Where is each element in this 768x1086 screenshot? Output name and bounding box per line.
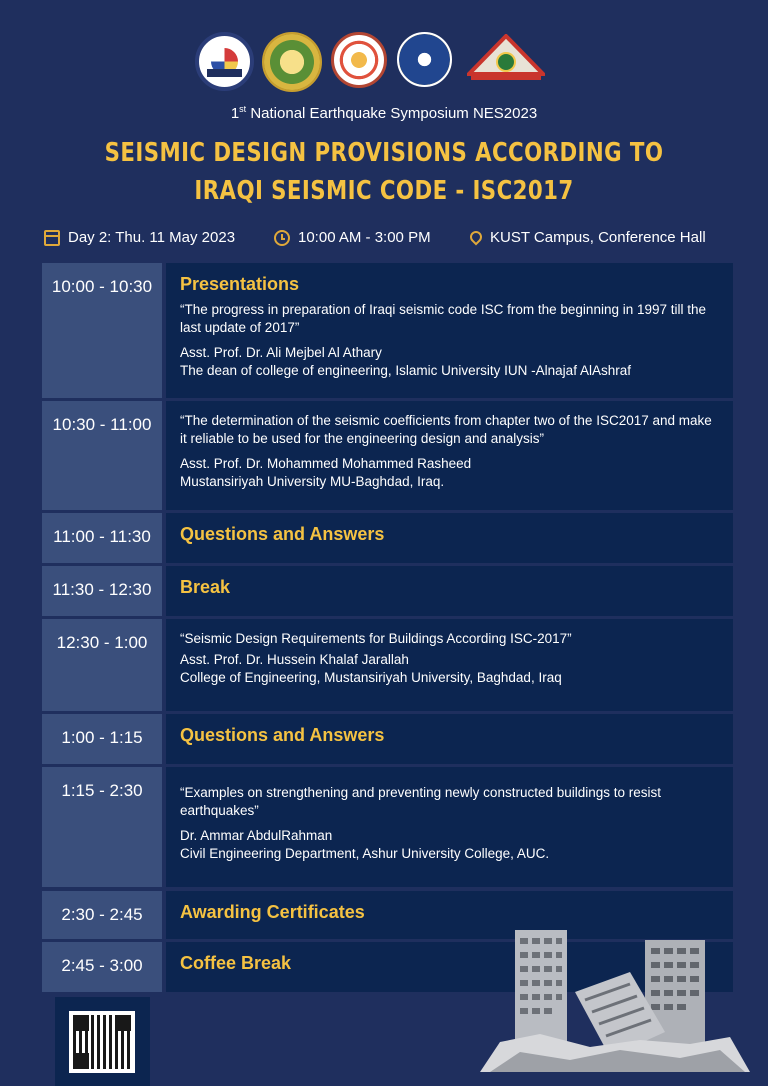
session-heading: Questions and Answers	[180, 524, 385, 544]
schedule-time: 11:00 - 11:30	[42, 513, 162, 563]
speaker-affiliation: College of Engineering, Mustansiriyah University, Baghdad, Iraq	[180, 670, 562, 685]
schedule-time: 10:00 - 10:30	[42, 263, 162, 398]
engineering-college-logo	[331, 32, 387, 88]
schedule-row	[42, 513, 733, 563]
speaker-name: Dr. Ammar AbdulRahman	[180, 828, 333, 843]
symposium-name: 1st National Earthquake Symposium NES2023	[230, 104, 538, 122]
title-line-1: SEISMIC DESIGN PROVISIONS ACCORDING TO	[104, 138, 664, 168]
event-location: KUST Campus, Conference Hall	[470, 229, 706, 246]
schedule-content	[166, 513, 733, 563]
schedule-content	[166, 566, 733, 616]
speaker-affiliation: The dean of college of engineering, Islamic University IUN -Alnajaf AlAshraf	[180, 363, 631, 378]
speaker-name: Asst. Prof. Dr. Ali Mejbel Al Athary	[180, 345, 382, 360]
schedule-row	[42, 401, 733, 510]
university-seal-logo	[262, 32, 322, 92]
speaker-name: Asst. Prof. Dr. Hussein Khalaf Jarallah	[180, 652, 409, 667]
event-info-bar	[44, 229, 744, 251]
talk-title: “Examples on strengthening and preventing newly constructed buildings to resist earthquakes”	[180, 785, 662, 818]
speaker-name: Asst. Prof. Dr. Mohammed Mohammed Rasheed	[180, 456, 472, 471]
title-line-2: IRAQI SEISMIC CODE - ISC2017	[194, 176, 574, 206]
speaker-affiliation: Mustansiriyah University MU-Baghdad, Iraq.	[180, 474, 445, 489]
schedule-content	[166, 619, 733, 711]
session-heading: Break	[180, 577, 231, 597]
schedule-content	[166, 263, 733, 398]
schedule-time: 1:00 - 1:15	[42, 714, 162, 764]
calendar-icon	[44, 230, 60, 246]
speaker-affiliation: Civil Engineering Department, Ashur University College, AUC.	[180, 846, 550, 861]
qr-code-icon	[69, 1011, 135, 1073]
schedule-time: 1:15 - 2:30	[42, 767, 162, 887]
clock-icon	[274, 230, 290, 246]
page-title	[69, 134, 699, 210]
partner-logos	[0, 32, 768, 94]
collapsed-buildings-image	[480, 922, 750, 1072]
schedule-row	[42, 619, 733, 711]
event-time: 10:00 AM - 3:00 PM	[274, 229, 431, 246]
talk-title: “Seismic Design Requirements for Buildings According ISC-2017”	[180, 631, 572, 646]
session-heading: Presentations	[180, 274, 300, 294]
schedule-content	[166, 714, 733, 764]
university-emblem-logo	[397, 32, 452, 87]
schedule-time: 12:30 - 1:00	[42, 619, 162, 711]
talk-title: “The progress in preparation of Iraqi seismic code ISC from the beginning in 1997 till the last update of 2017”	[180, 302, 707, 335]
engineers-union-logo	[467, 34, 545, 90]
session-heading: Questions and Answers	[180, 725, 385, 745]
schedule-time: 10:30 - 11:00	[42, 401, 162, 510]
talk-title: “The determination of the seismic coefficients from chapter two of the ISC2017 and make it reliable to be used for the engineering design and analysis”	[180, 413, 712, 446]
schedule-time: 2:30 - 2:45	[42, 891, 162, 939]
session-heading: Awarding Certificates	[180, 902, 365, 922]
schedule-row	[42, 714, 733, 764]
schedule-content	[166, 767, 733, 887]
kust-logo	[195, 32, 254, 91]
schedule-content	[166, 401, 733, 510]
schedule-time: 11:30 - 12:30	[42, 566, 162, 616]
schedule-row	[42, 566, 733, 616]
location-pin-icon	[468, 228, 485, 245]
schedule-row	[42, 767, 733, 887]
qr-code-panel	[55, 997, 150, 1086]
event-date: Day 2: Thu. 11 May 2023	[44, 229, 235, 246]
schedule-time: 2:45 - 3:00	[42, 942, 162, 992]
session-heading: Coffee Break	[180, 953, 292, 973]
schedule-row	[42, 263, 733, 398]
